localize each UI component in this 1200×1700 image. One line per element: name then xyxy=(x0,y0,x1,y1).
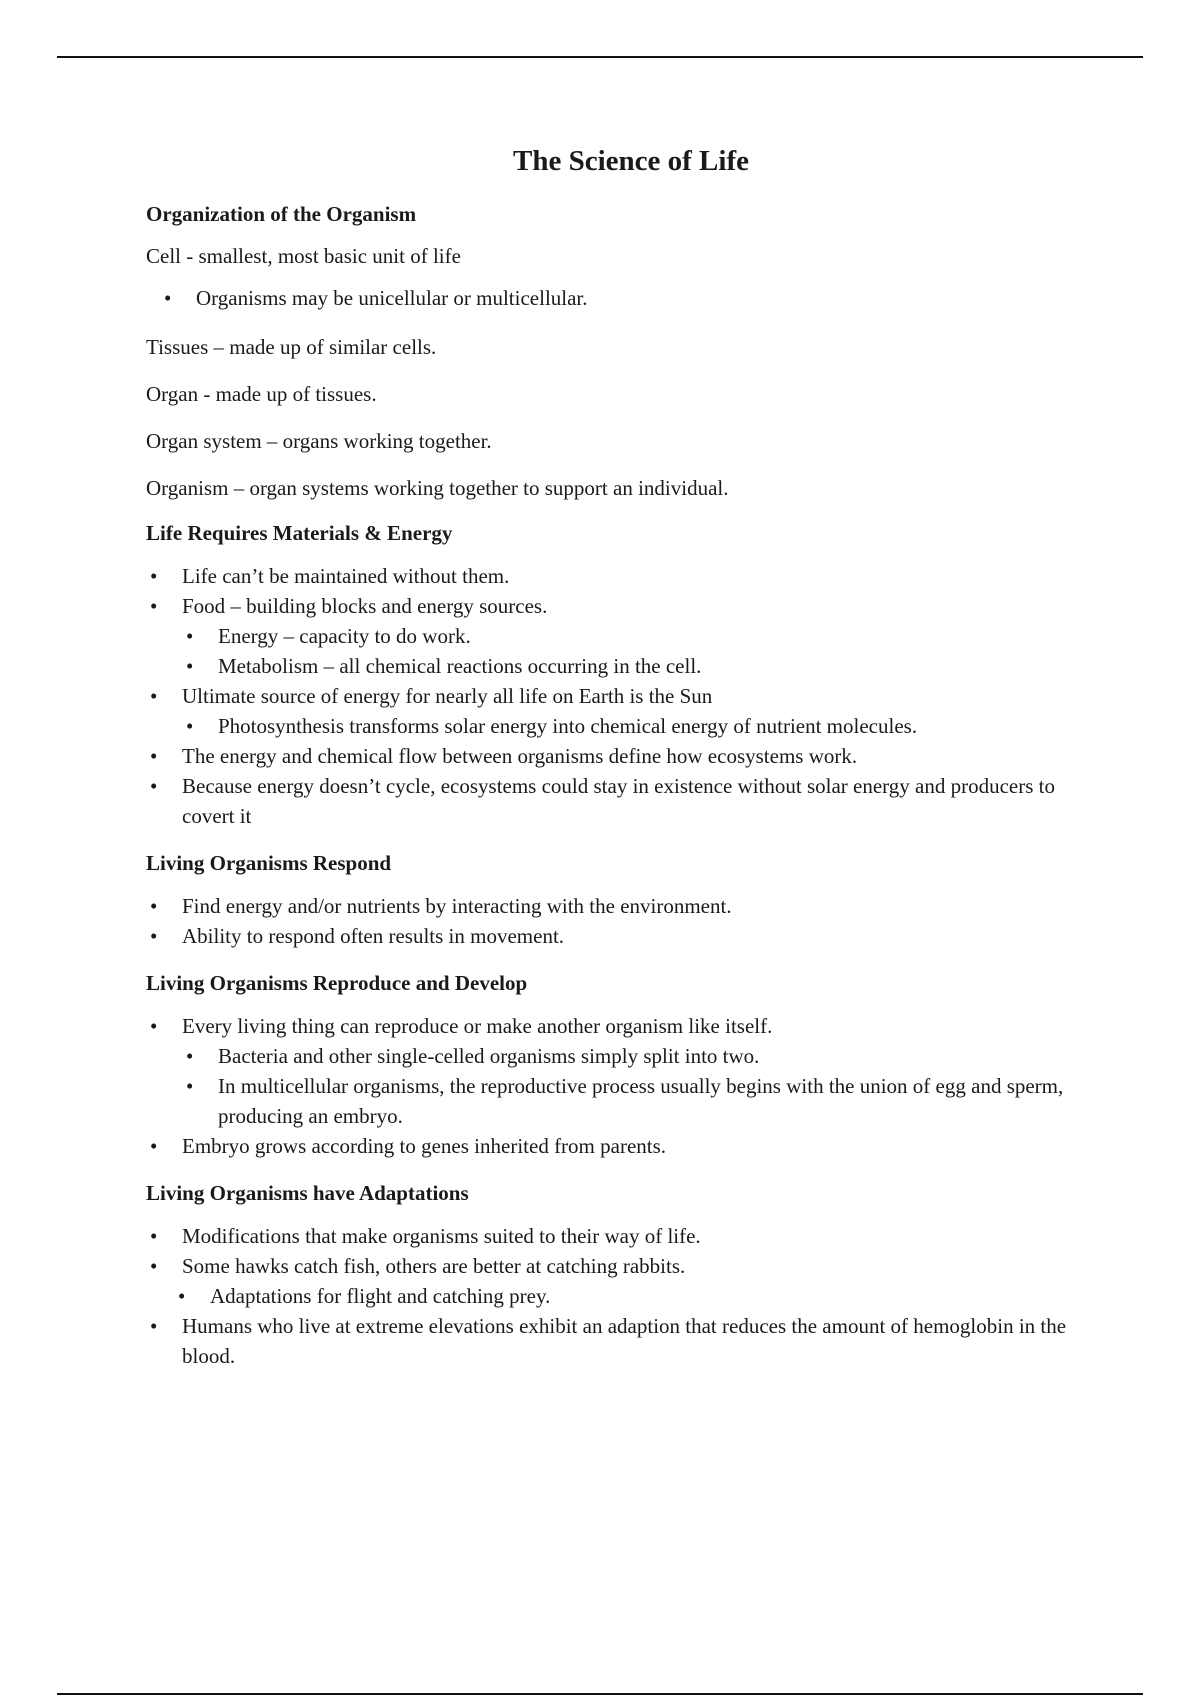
section-heading-organization: Organization of the Organism xyxy=(146,202,417,226)
list-item: • Photosynthesis transforms solar energy into chemical energy of nutrient molecules. xyxy=(146,711,1086,741)
food-sub-list xyxy=(146,621,1086,681)
list-item: • Bacteria and other single-celled organisms simply split into two. xyxy=(146,1041,1086,1071)
list-item: • Metabolism – all chemical reactions occurring in the cell. xyxy=(146,651,1086,681)
list-item: • Some hawks catch fish, others are better at catching rabbits. xyxy=(146,1251,1086,1281)
paragraph-organ-system: Organ system – organs working together. xyxy=(146,429,492,453)
list-item: • In multicellular organisms, the reproductive process usually begins with the union of egg and sperm, producing an embryo. xyxy=(146,1071,1086,1131)
list-item: • Organisms may be unicellular or multicellular. xyxy=(146,283,1086,313)
list-item: • Every living thing can reproduce or make another organism like itself. xyxy=(146,1011,1086,1041)
list-item: • Embryo grows according to genes inherited from parents. xyxy=(146,1131,1086,1161)
list-item: • Adaptations for flight and catching prey. xyxy=(146,1281,1086,1311)
list-item: • Because energy doesn’t cycle, ecosystems could stay in existence without solar energy and producers to covert it xyxy=(146,771,1086,831)
bottom-rule xyxy=(57,1693,1143,1695)
document-page xyxy=(146,142,1086,1371)
list-item: • Ultimate source of energy for nearly all life on Earth is the Sun xyxy=(146,681,1086,711)
section-heading-life-requires: Life Requires Materials & Energy xyxy=(146,521,453,545)
section-heading-respond: Living Organisms Respond xyxy=(146,851,392,875)
reproduce-bullet-list-end xyxy=(146,1131,1086,1161)
paragraph-cell: Cell - smallest, most basic unit of life xyxy=(146,244,461,268)
list-item: • Humans who live at extreme elevations exhibit an adaption that reduces the amount of hemoglobin in the blood. xyxy=(146,1311,1086,1371)
reproduce-sub-list xyxy=(146,1041,1086,1131)
top-rule xyxy=(57,56,1143,58)
list-item: • Food – building blocks and energy sources. xyxy=(146,591,1086,621)
section-heading-adaptations: Living Organisms have Adaptations xyxy=(146,1181,469,1205)
list-item: • Life can’t be maintained without them. xyxy=(146,561,1086,591)
list-item: • Modifications that make organisms suited to their way of life. xyxy=(146,1221,1086,1251)
adapt-sub-list xyxy=(146,1281,1086,1311)
sun-sub-list xyxy=(146,711,1086,741)
list-item: • Energy – capacity to do work. xyxy=(146,621,1086,651)
paragraph-organism: Organism – organ systems working together to support an individual. xyxy=(146,476,729,500)
paragraph-organ: Organ - made up of tissues. xyxy=(146,382,377,406)
life-bullet-list-continued xyxy=(146,681,1086,711)
list-item: • Ability to respond often results in movement. xyxy=(146,921,1086,951)
paragraph-tissues: Tissues – made up of similar cells. xyxy=(146,335,437,359)
list-item: • Find energy and/or nutrients by interacting with the environment. xyxy=(146,891,1086,921)
life-bullet-list xyxy=(146,561,1086,621)
list-item: • The energy and chemical flow between organisms define how ecosystems work. xyxy=(146,741,1086,771)
life-bullet-list-end xyxy=(146,741,1086,831)
document-title: The Science of Life xyxy=(513,145,749,177)
adapt-bullet-list xyxy=(146,1221,1086,1281)
respond-bullet-list xyxy=(146,891,1086,951)
reproduce-bullet-list xyxy=(146,1011,1086,1041)
cell-bullet-list xyxy=(146,283,1086,313)
section-heading-reproduce: Living Organisms Reproduce and Develop xyxy=(146,971,528,995)
adapt-bullet-list-end xyxy=(146,1311,1086,1371)
